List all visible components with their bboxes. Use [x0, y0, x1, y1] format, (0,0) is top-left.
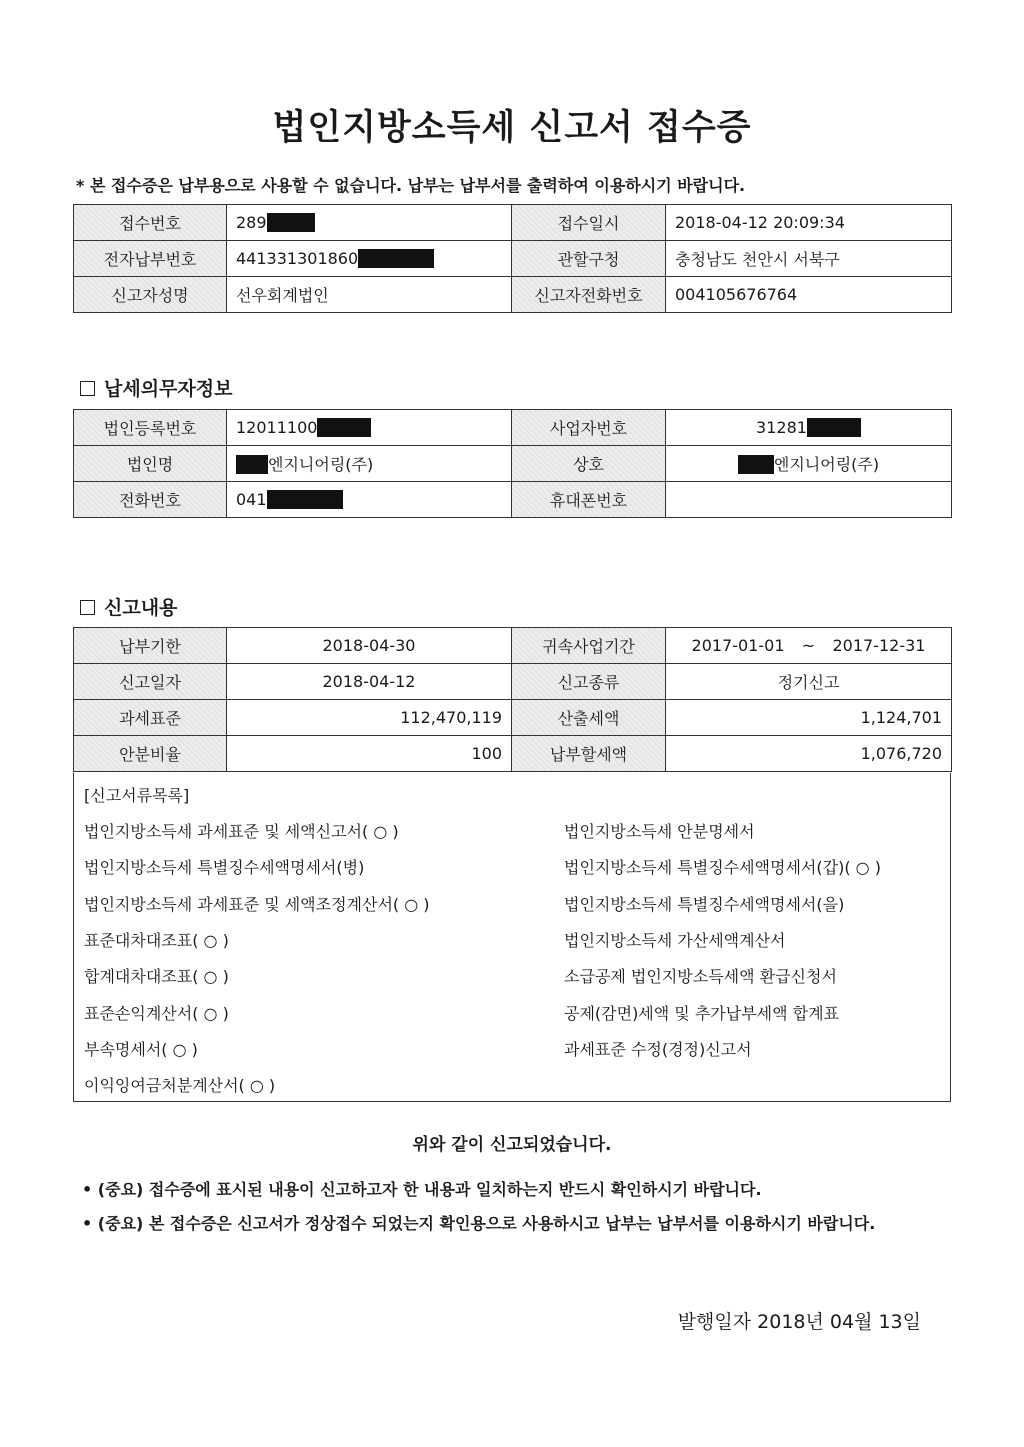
- corp-name-value: 엔지니어링(주): [268, 455, 374, 474]
- reporter-name-label: 신고자성명: [74, 277, 227, 313]
- table-row: [74, 446, 952, 482]
- list-item: 법인지방소득세 가산세액계산서: [564, 931, 786, 950]
- biz-no-label: 사업자번호: [512, 410, 666, 446]
- list-item: 표준대차대조표( ○ ): [84, 931, 229, 950]
- list-item: 법인지방소득세 과세표준 및 세액조정계산서( ○ ): [84, 895, 430, 914]
- receipt-no-label: 접수번호: [74, 205, 227, 241]
- mobile-label: 휴대폰번호: [512, 482, 666, 518]
- list-item: 합계대차대조표( ○ ): [84, 967, 229, 986]
- table-row: [74, 482, 952, 518]
- confirmation-text: 위와 같이 신고되었습니다.: [412, 1135, 612, 1155]
- epay-no-cell: [227, 241, 512, 277]
- taxpayer-section-label: 납세의무자정보: [104, 378, 233, 400]
- list-item: 소급공제 법인지방소득세액 환급신청서: [564, 967, 837, 986]
- table-row: [74, 628, 952, 664]
- corp-reg-label: 법인등록번호: [74, 410, 227, 446]
- due-date-label: 납부기한: [74, 628, 227, 664]
- period-separator: ~: [801, 636, 816, 655]
- receipt-no-value: 289: [236, 213, 267, 232]
- filing-documents-list: [73, 773, 951, 1102]
- document-title: 법인지방소득세 신고서 접수증: [272, 108, 752, 148]
- tax-base-label: 과세표준: [74, 700, 227, 736]
- period-label: 귀속사업기간: [512, 628, 666, 664]
- epay-no-label: 전자납부번호: [74, 241, 227, 277]
- list-item: 법인지방소득세 특별징수세액명세서(병): [84, 858, 365, 877]
- table-row: [74, 205, 952, 241]
- redaction-block: [267, 490, 343, 509]
- report-type-value: 정기신고: [666, 664, 952, 700]
- report-date-value: 2018-04-12: [227, 664, 512, 700]
- period-cell: [666, 628, 952, 664]
- payable-value: 1,076,720: [666, 736, 952, 772]
- report-date-label: 신고일자: [74, 664, 227, 700]
- list-item: 이익잉여금처분계산서( ○ ): [84, 1076, 276, 1095]
- filing-section-title: [80, 593, 177, 620]
- redaction-block: [807, 418, 861, 437]
- list-item: 표준손익계산서( ○ ): [84, 1004, 229, 1023]
- reporter-phone-label: 신고자전화번호: [512, 277, 666, 313]
- documents-list-header: [신고서류목록]: [84, 786, 190, 805]
- table-row: [74, 736, 952, 772]
- ratio-label: 안분비율: [74, 736, 227, 772]
- report-type-label: 신고종류: [512, 664, 666, 700]
- phone-label: 전화번호: [74, 482, 227, 518]
- reporter-name-value: 선우회계법인: [227, 277, 512, 313]
- tax-base-value: 112,470,119: [227, 700, 512, 736]
- important-note-2: • (중요) 본 접수증은 신고서가 정상접수 되었는지 확인용으로 사용하시고 납부는 납부서를 이용하시기 바랍니다.: [82, 1214, 876, 1233]
- biz-no-cell: [666, 410, 952, 446]
- checkbox-square-icon: [80, 381, 95, 396]
- checkbox-square-icon: [80, 600, 95, 615]
- payable-label: 납부할세액: [512, 736, 666, 772]
- office-label: 관할구청: [512, 241, 666, 277]
- period-end: 2017-12-31: [832, 636, 926, 655]
- redaction-block: [267, 213, 315, 232]
- filing-section-label: 신고내용: [104, 597, 178, 619]
- trade-name-value: 엔지니어링(주): [773, 455, 880, 474]
- corp-name-label: 법인명: [74, 446, 227, 482]
- redaction-block: [738, 455, 774, 474]
- trade-name-label: 상호: [512, 446, 666, 482]
- receipt-date-label: 접수일시: [512, 205, 666, 241]
- phone-cell: [227, 482, 512, 518]
- list-item: 부속명세서( ○ ): [84, 1040, 198, 1059]
- mobile-value: [666, 482, 952, 518]
- list-item: 법인지방소득세 안분명세서: [564, 822, 755, 841]
- table-row: [74, 700, 952, 736]
- table-row: [74, 277, 952, 313]
- issue-date: 발행일자 2018년 04월 13일: [677, 1311, 921, 1333]
- calc-tax-label: 산출세액: [512, 700, 666, 736]
- filing-table: [73, 627, 952, 772]
- list-item: 과세표준 수정(경정)신고서: [564, 1040, 752, 1059]
- reporter-phone-value: 004105676764: [666, 277, 952, 313]
- usage-notice: * 본 접수증은 납부용으로 사용할 수 없습니다. 납부는 납부서를 출력하여 이용하시기 바랍니다.: [76, 176, 746, 195]
- biz-no-value: 31281: [756, 418, 807, 437]
- receipt-date-value: 2018-04-12 20:09:34: [666, 205, 952, 241]
- calc-tax-value: 1,124,701: [666, 700, 952, 736]
- list-item: 법인지방소득세 특별징수세액명세서(을): [564, 895, 845, 914]
- taxpayer-table: [73, 409, 952, 518]
- table-row: [74, 410, 952, 446]
- office-value: 충청남도 천안시 서북구: [666, 241, 952, 277]
- receipt-no-cell: [227, 205, 512, 241]
- redaction-block: [317, 418, 371, 437]
- trade-name-cell: [666, 446, 952, 482]
- important-note-1: • (중요) 접수증에 표시된 내용이 신고하고자 한 내용과 일치하는지 반드시 확인하시기 바랍니다.: [82, 1180, 762, 1199]
- table-row: [74, 241, 952, 277]
- ratio-value: 100: [227, 736, 512, 772]
- taxpayer-section-title: [80, 374, 232, 401]
- due-date-value: 2018-04-30: [227, 628, 512, 664]
- list-item: 공제(감면)세액 및 추가납부세액 합계표: [564, 1004, 840, 1023]
- epay-no-value: 441331301860: [236, 249, 359, 268]
- corp-reg-cell: [227, 410, 512, 446]
- redaction-block: [236, 455, 268, 474]
- table-row: [74, 664, 952, 700]
- list-item: 법인지방소득세 특별징수세액명세서(갑)( ○ ): [564, 858, 881, 877]
- redaction-block: [358, 249, 434, 268]
- corp-name-cell: [227, 446, 512, 482]
- phone-value: 041: [236, 490, 267, 509]
- list-item: 법인지방소득세 과세표준 및 세액신고서( ○ ): [84, 822, 399, 841]
- receipt-table: [73, 204, 952, 313]
- corp-reg-value: 12011100: [236, 418, 318, 437]
- period-start: 2017-01-01: [691, 636, 785, 655]
